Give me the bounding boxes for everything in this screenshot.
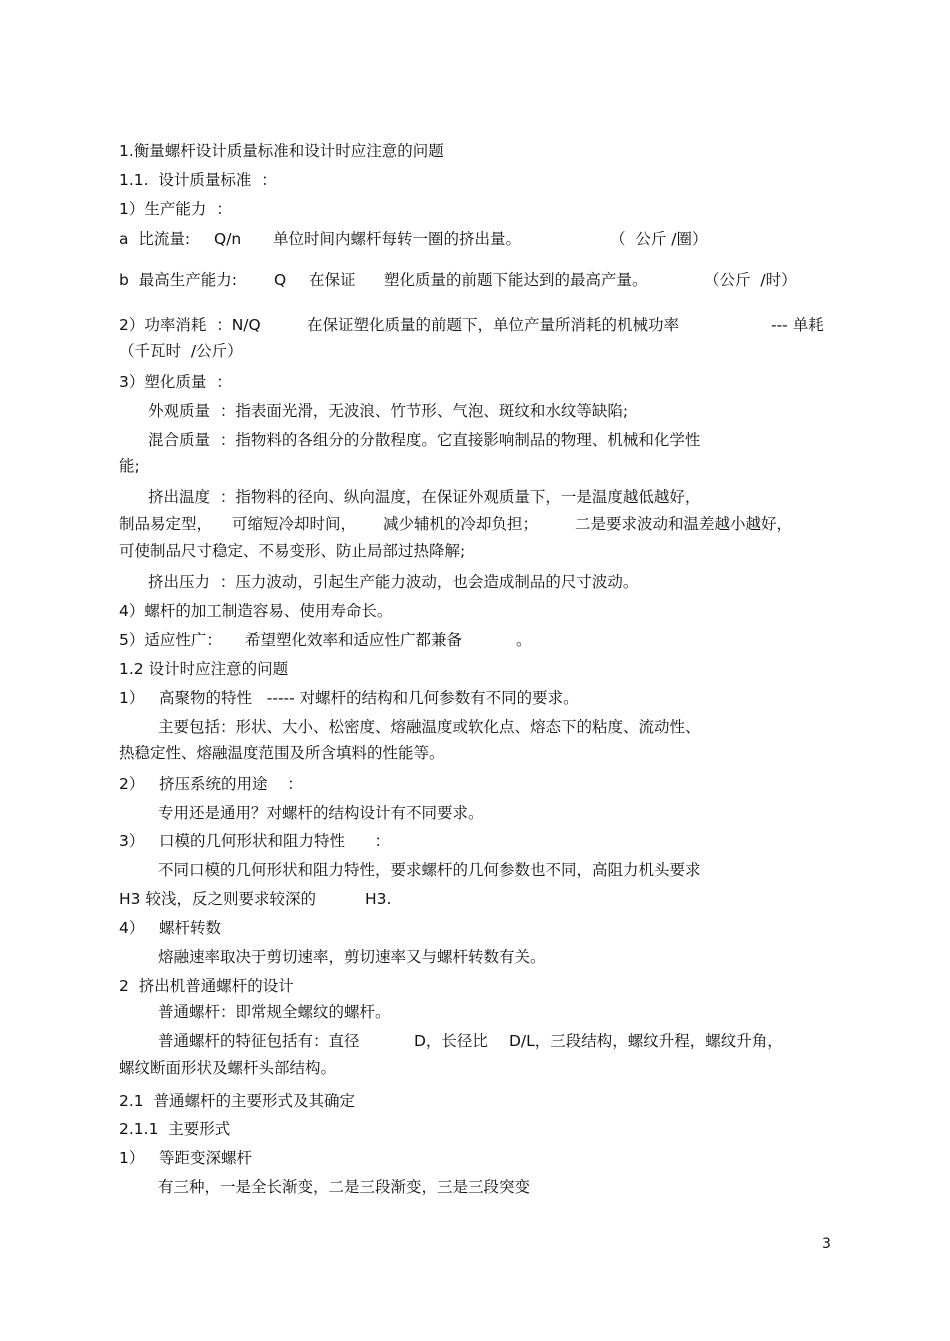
text-line: 熔融速率取决于剪切速率，剪切速率又与螺杆转数有关。 bbox=[158, 948, 546, 966]
text-line: 有三种，一是全长渐变，二是三段渐变，三是三段突变 bbox=[158, 1178, 531, 1196]
text-segment: 4） bbox=[119, 919, 145, 937]
text-line: 热稳定性、熔融温度范围及所含填料的性能等。 bbox=[119, 744, 445, 762]
text-line: 能; bbox=[119, 457, 140, 475]
text-segment: 5）适应性广： bbox=[119, 631, 222, 649]
text-segment: 制品易定型， bbox=[119, 515, 213, 533]
text-segment: 在保证塑化质量的前题下，单位产量所消耗的机械功率 bbox=[307, 316, 680, 334]
text-segment: Q bbox=[274, 271, 287, 289]
text-segment: H3. bbox=[365, 890, 392, 908]
text-line: 不同口模的几何形状和阻力特性，要求螺杆的几何参数也不同，高阻力机头要求 bbox=[158, 861, 701, 879]
text-segment: 可缩短冷却时间， bbox=[232, 515, 357, 533]
text-line: 螺纹断面形状及螺杆头部结构。 bbox=[119, 1059, 337, 1077]
text-segment: （ 公斤 /圈） bbox=[610, 230, 708, 248]
text-line: （千瓦时 /公斤） bbox=[119, 342, 243, 360]
text-line: 1.衡量螺杆设计质量标准和设计时应注意的问题 bbox=[119, 142, 444, 160]
text-segment: H3 较浅，反之则要求较深的 bbox=[119, 890, 316, 908]
text-segment: b 最高生产能力: bbox=[119, 271, 237, 289]
text-segment: 希望塑化效率和适应性广都兼备 bbox=[245, 631, 463, 649]
text-line: 4）螺杆的加工制造容易、使用寿命长。 bbox=[119, 602, 393, 620]
text-segment: Q/n bbox=[214, 230, 242, 248]
text-segment: （公斤 /时） bbox=[704, 271, 797, 289]
text-line: 3）塑化质量 ： bbox=[119, 373, 232, 391]
text-segment: 塑化质量的前题下能达到的最高产量。 bbox=[384, 271, 648, 289]
text-line: 主要包括：形状、大小、松密度、熔融温度或软化点、熔态下的粘度、流动性、 bbox=[158, 718, 701, 736]
text-segment: 3） bbox=[119, 832, 145, 850]
text-segment: 口模的几何形状和阻力特性 ： bbox=[159, 832, 391, 850]
text-segment: 。 bbox=[516, 631, 532, 649]
text-segment: D/L，三段结构，螺纹升程，螺纹升角， bbox=[509, 1032, 783, 1050]
text-line: 1.1. 设计质量标准 ： bbox=[119, 171, 277, 189]
text-segment: 2）功率消耗 ：N/Q bbox=[119, 316, 261, 334]
text-line: 2 挤出机普通螺杆的设计 bbox=[119, 977, 294, 995]
text-segment: 减少辅机的冷却负担； bbox=[383, 515, 539, 533]
text-line: 2.1.1 主要形式 bbox=[119, 1120, 231, 1138]
text-segment: 等距变深螺杆 bbox=[159, 1149, 253, 1167]
text-line: 混合质量 ：指物料的各组分的分散程度。它直接影响制品的物理、机械和化学性 bbox=[148, 431, 701, 449]
text-segment: 1） bbox=[119, 689, 145, 707]
text-line: 2.1 普通螺杆的主要形式及其确定 bbox=[119, 1092, 356, 1110]
text-segment: 高聚物的特性 ----- 对螺杆的结构和几何参数有不同的要求。 bbox=[159, 689, 579, 707]
text-line: 1.2 设计时应注意的问题 bbox=[119, 660, 289, 678]
text-line: 专用还是通用？对螺杆的结构设计有不同要求。 bbox=[158, 804, 484, 822]
text-line: 挤出温度 ：指物料的径向、纵向温度，在保证外观质量下，一是温度越低越好， bbox=[148, 488, 701, 506]
text-line: 挤出压力 ：压力波动，引起生产能力波动，也会造成制品的尺寸波动。 bbox=[148, 573, 639, 591]
text-segment: 在保证 bbox=[309, 271, 356, 289]
text-segment: 普通螺杆的特征包括有：直径 bbox=[158, 1032, 360, 1050]
text-segment: 挤压系统的用途 ： bbox=[159, 775, 303, 793]
text-segment: --- 单耗 bbox=[771, 316, 824, 334]
page-number: 3 bbox=[822, 1236, 831, 1252]
text-line: 普通螺杆：即常规全螺纹的螺杆。 bbox=[158, 1003, 391, 1021]
text-segment: a 比流量: bbox=[119, 230, 191, 248]
text-segment: 单位时间内螺杆每转一圈的挤出量。 bbox=[273, 230, 522, 248]
text-line: 可使制品尺寸稳定、不易变形、防止局部过热降解; bbox=[119, 542, 466, 560]
text-segment: 2） bbox=[119, 775, 145, 793]
text-segment: 1） bbox=[119, 1149, 145, 1167]
text-segment: 螺杆转数 bbox=[159, 919, 222, 937]
text-segment: D，长径比 bbox=[414, 1032, 488, 1050]
text-line: 1）生产能力 ： bbox=[119, 200, 232, 218]
text-segment: 二是要求波动和温差越小越好， bbox=[575, 515, 793, 533]
text-line: 外观质量 ：指表面光滑，无波浪、竹节形、气泡、斑纹和水纹等缺陷; bbox=[148, 402, 629, 420]
